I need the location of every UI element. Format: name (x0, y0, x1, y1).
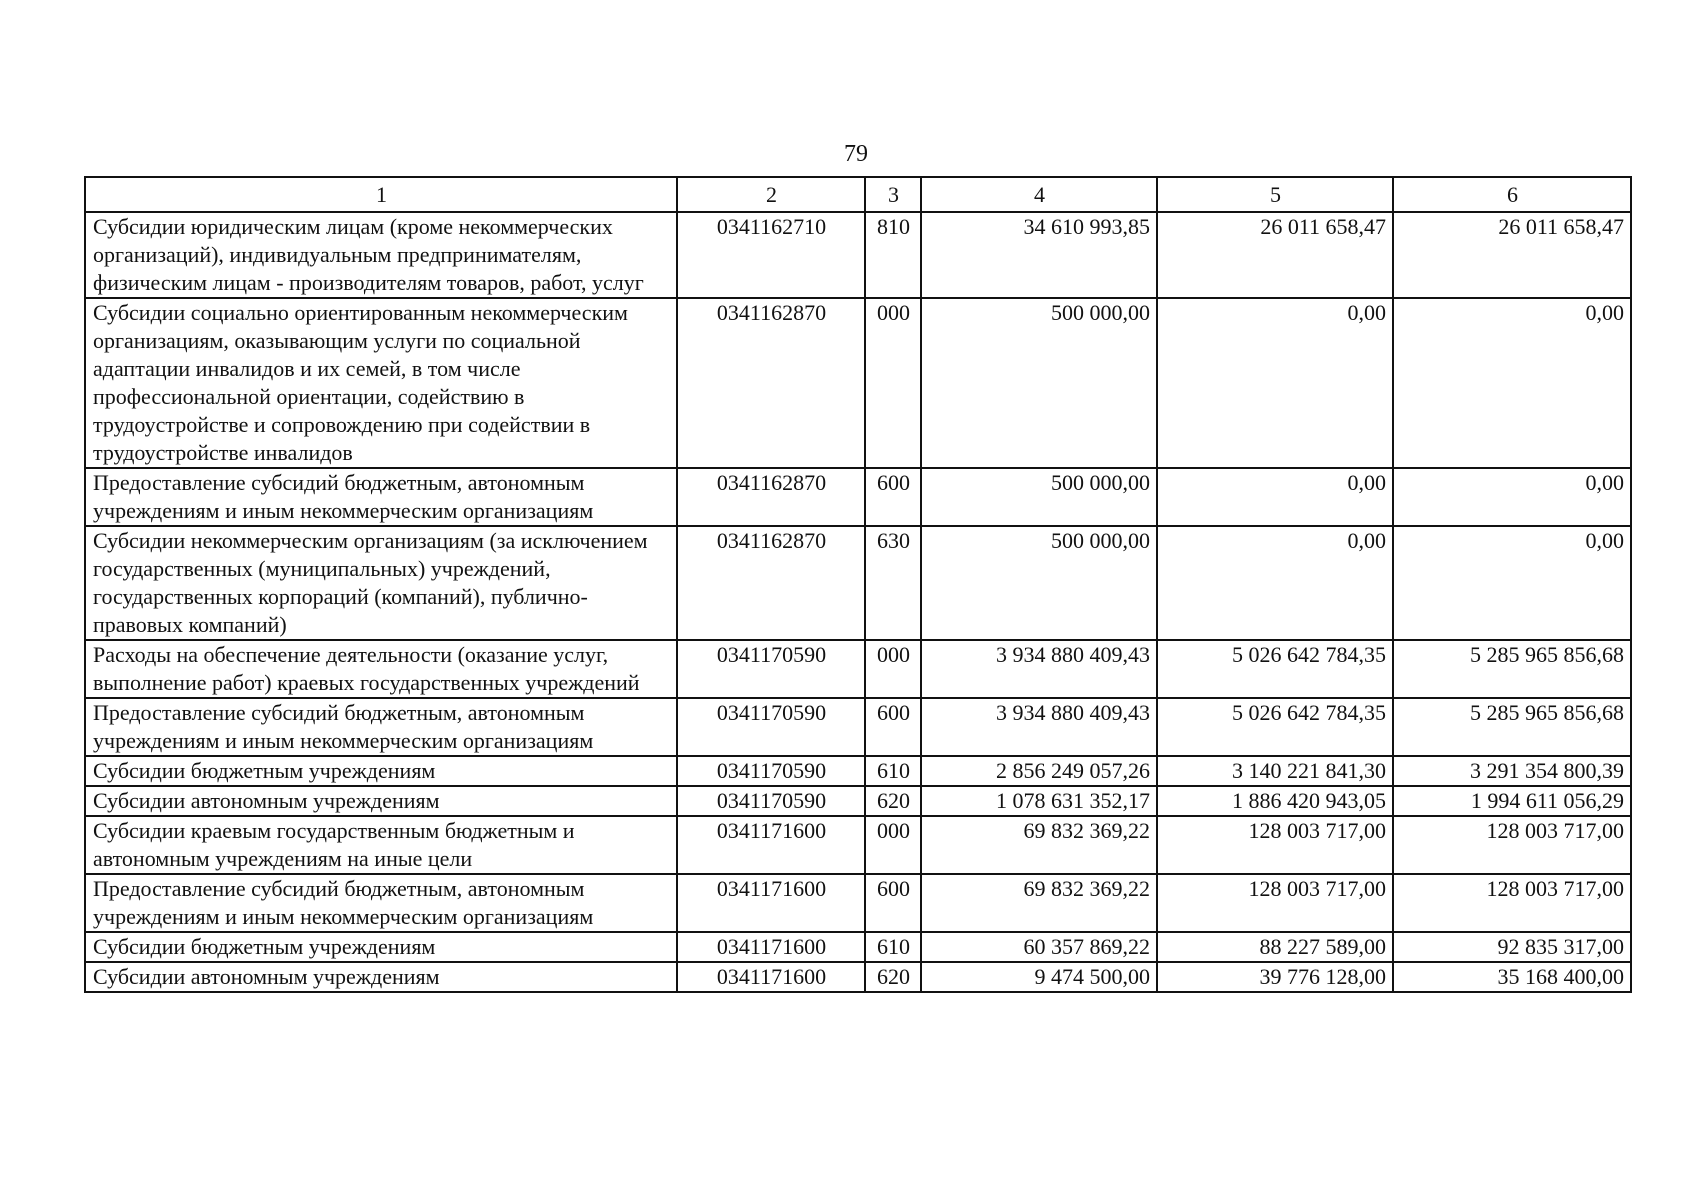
row-amount-4: 60 357 869,22 (921, 932, 1157, 962)
row-amount-6: 3 291 354 800,39 (1393, 756, 1631, 786)
row-name: Предоставление субсидий бюджетным, автономным учреждениям и иным некоммерческим организациям (85, 874, 677, 932)
column-header-6: 6 (1393, 177, 1631, 212)
row-amount-4: 69 832 369,22 (921, 816, 1157, 874)
table-row (85, 962, 1631, 992)
row-amount-6: 26 011 658,47 (1393, 212, 1631, 298)
row-type: 630 (865, 526, 921, 640)
row-code: 0341162710 (677, 212, 865, 298)
row-type: 610 (865, 932, 921, 962)
row-amount-6: 92 835 317,00 (1393, 932, 1631, 962)
row-name: Субсидии социально ориентированным некоммерческим организациям, оказывающим услуги по социальной адаптации инвалидов и их семей, в том числе профессиональной ориентации, содействию в трудоустройстве и сопровождению при содействии в трудоустройстве инвалидов (85, 298, 677, 468)
row-amount-4: 69 832 369,22 (921, 874, 1157, 932)
row-amount-5: 5 026 642 784,35 (1157, 698, 1393, 756)
row-amount-4: 3 934 880 409,43 (921, 698, 1157, 756)
table-row (85, 468, 1631, 526)
row-name: Предоставление субсидий бюджетным, автономным учреждениям и иным некоммерческим организациям (85, 468, 677, 526)
page-number: 79 (844, 141, 868, 167)
column-header-5: 5 (1157, 177, 1393, 212)
row-code: 0341162870 (677, 468, 865, 526)
column-header-2: 2 (677, 177, 865, 212)
row-type: 810 (865, 212, 921, 298)
table-row (85, 932, 1631, 962)
budget-table (84, 176, 1632, 993)
row-name: Предоставление субсидий бюджетным, автономным учреждениям и иным некоммерческим организациям (85, 698, 677, 756)
row-amount-6: 0,00 (1393, 468, 1631, 526)
column-header-4: 4 (921, 177, 1157, 212)
row-amount-6: 128 003 717,00 (1393, 874, 1631, 932)
row-amount-5: 128 003 717,00 (1157, 816, 1393, 874)
row-amount-6: 5 285 965 856,68 (1393, 640, 1631, 698)
table-row (85, 756, 1631, 786)
table-row (85, 212, 1631, 298)
row-amount-4: 2 856 249 057,26 (921, 756, 1157, 786)
row-amount-5: 0,00 (1157, 526, 1393, 640)
row-type: 620 (865, 962, 921, 992)
row-amount-4: 500 000,00 (921, 468, 1157, 526)
table-row (85, 786, 1631, 816)
column-header-3: 3 (865, 177, 921, 212)
row-amount-4: 3 934 880 409,43 (921, 640, 1157, 698)
row-amount-4: 500 000,00 (921, 526, 1157, 640)
row-code: 0341170590 (677, 640, 865, 698)
row-amount-6: 5 285 965 856,68 (1393, 698, 1631, 756)
table-row (85, 298, 1631, 468)
row-type: 610 (865, 756, 921, 786)
table-row (85, 698, 1631, 756)
row-code: 0341171600 (677, 932, 865, 962)
row-amount-6: 0,00 (1393, 526, 1631, 640)
table-row (85, 874, 1631, 932)
row-code: 0341162870 (677, 298, 865, 468)
row-name: Субсидии автономным учреждениям (85, 962, 677, 992)
row-code: 0341162870 (677, 526, 865, 640)
table-row (85, 816, 1631, 874)
table-row (85, 526, 1631, 640)
row-code: 0341171600 (677, 962, 865, 992)
row-amount-6: 128 003 717,00 (1393, 816, 1631, 874)
row-code: 0341171600 (677, 816, 865, 874)
row-amount-5: 39 776 128,00 (1157, 962, 1393, 992)
row-amount-5: 5 026 642 784,35 (1157, 640, 1393, 698)
row-name: Субсидии некоммерческим организациям (за исключением государственных (муниципальных) учреждений, государственных корпораций (компаний), публично-правовых компаний) (85, 526, 677, 640)
row-name: Субсидии юридическим лицам (кроме некоммерческих организаций), индивидуальным предпринимателям, физическим лицам - производителям товаров, работ, услуг (85, 212, 677, 298)
row-amount-4: 9 474 500,00 (921, 962, 1157, 992)
row-code: 0341170590 (677, 756, 865, 786)
row-type: 000 (865, 640, 921, 698)
column-header-1: 1 (85, 177, 677, 212)
row-type: 000 (865, 816, 921, 874)
row-amount-6: 35 168 400,00 (1393, 962, 1631, 992)
row-amount-4: 1 078 631 352,17 (921, 786, 1157, 816)
row-amount-4: 500 000,00 (921, 298, 1157, 468)
row-type: 000 (865, 298, 921, 468)
table-row (85, 640, 1631, 698)
row-type: 600 (865, 698, 921, 756)
row-type: 620 (865, 786, 921, 816)
row-amount-5: 128 003 717,00 (1157, 874, 1393, 932)
row-type: 600 (865, 468, 921, 526)
row-amount-4: 34 610 993,85 (921, 212, 1157, 298)
row-amount-5: 3 140 221 841,30 (1157, 756, 1393, 786)
row-amount-5: 1 886 420 943,05 (1157, 786, 1393, 816)
row-code: 0341170590 (677, 698, 865, 756)
row-name: Субсидии бюджетным учреждениям (85, 932, 677, 962)
row-amount-6: 0,00 (1393, 298, 1631, 468)
row-amount-5: 26 011 658,47 (1157, 212, 1393, 298)
row-name: Субсидии краевым государственным бюджетным и автономным учреждениям на иные цели (85, 816, 677, 874)
row-code: 0341171600 (677, 874, 865, 932)
header-row (85, 177, 1631, 212)
row-name: Субсидии бюджетным учреждениям (85, 756, 677, 786)
row-amount-5: 88 227 589,00 (1157, 932, 1393, 962)
row-code: 0341170590 (677, 786, 865, 816)
row-type: 600 (865, 874, 921, 932)
row-name: Расходы на обеспечение деятельности (оказание услуг, выполнение работ) краевых государственных учреждений (85, 640, 677, 698)
row-amount-6: 1 994 611 056,29 (1393, 786, 1631, 816)
row-amount-5: 0,00 (1157, 468, 1393, 526)
row-name: Субсидии автономным учреждениям (85, 786, 677, 816)
row-amount-5: 0,00 (1157, 298, 1393, 468)
